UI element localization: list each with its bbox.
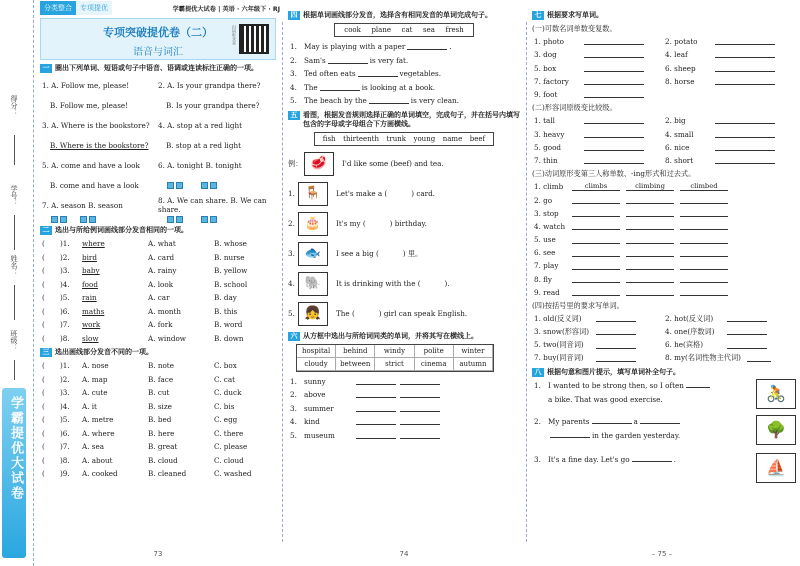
requirement-questions [528,312,796,365]
section-3-questions [36,359,280,481]
page-title: 专项突破提优卷（二） [103,26,213,39]
title-banner [40,18,276,60]
cake-icon: 🎂 [298,212,328,236]
list-item[interactable]: 1. photo 2. potato [528,35,796,48]
section-8-questions [528,379,796,485]
table-row[interactable]: ( )4. food A. look B. school [42,279,248,289]
section-8-heading: 八 根据句意和图片提示，填写单词补全句子。 [532,368,792,377]
qr-code-icon[interactable] [239,24,269,54]
page-divider [282,22,283,542]
list-item[interactable]: 3. 🐟 I see a big ( ) 里。 [284,239,524,269]
list-item[interactable]: 5. 👧 The ( ) girl can speak English. [284,299,524,329]
bicycle-icon: 🚴 [756,379,796,409]
subsection-comparative: (二)形容词原级变比较级。 [532,102,617,112]
page-73 [36,0,280,566]
list-item[interactable]: 4. The is looking at a book. [290,82,436,92]
list-item[interactable]: 1. I wanted to be strong then, so I often a bike. That was good exercise. 🚴 [528,379,796,415]
beef-icon: 🥩 [304,152,334,176]
section-5-questions [284,149,524,329]
q8-options[interactable]: 8. A. We can share. B. We can share. [158,196,267,214]
list-item[interactable]: 2. 🎂 It's my ( ) birthday. [284,209,524,239]
table-row[interactable]: ( )3. A. cute B. cut C. duck [42,388,242,398]
student-id-label: 学号： [10,185,18,206]
section-5-heading: 五 看图，根据发音规则选择正确的单词填空，完成句子，并在括号内填写包含的字母或字母组合下方画横线。 [288,111,520,129]
q4-option-b[interactable]: B. stop at a red light [166,140,241,150]
table-row[interactable]: ( )8. slow A. window B. down [42,333,244,343]
q6-options[interactable]: 6. A. tonight B. tonight [158,160,242,170]
book-title: 学霸提优大试卷 | 英语 · 六年级下 · RJ [172,5,280,13]
section-4-questions [284,40,524,108]
brand-banner: 学霸提优大试卷 [2,388,26,558]
page-number: 74 [399,550,409,558]
q2-option-a[interactable]: 2. A. Is your grandpa there? [158,80,261,90]
list-item[interactable]: 5. two(同音词) 6. he(宾格) [528,339,796,352]
q3-option-b[interactable]: B. Where is the bookstore? [50,140,149,150]
list-item[interactable]: 3. snow(形容词) 4. one(序数词) [528,325,796,338]
list-item[interactable]: 9. foot [528,88,796,101]
page-divider [526,22,527,542]
section-3-heading: 三 选出画线部分发音不同的一项。 [40,348,276,357]
list-item[interactable]: 3. stop [528,207,796,220]
list-item[interactable]: 1. 🪑 Let's make a ( ) card. [284,179,524,209]
page-number: – 75 – [651,550,673,558]
list-item[interactable]: 2. above [284,388,524,402]
table-row[interactable]: ( )4. A. it B. size C. bis [42,401,235,411]
list-item[interactable]: 7. buy(同音词) 8. my(名词性物主代词) [528,352,796,365]
plural-questions [528,35,796,101]
list-item[interactable]: 4. watch [528,220,796,233]
list-item[interactable]: 1. tall 2. big [528,114,796,127]
class-label: 班级： [10,330,18,351]
section-7-heading: 七 根据要求写单词。 [532,11,792,20]
section-1-heading: 一 圈出下列单词、短语或句子中语音、语调或连读标注正确的一项。 [40,64,276,73]
list-item[interactable]: 3. summer [284,402,524,416]
table-row[interactable]: ( )7. A. sea B. great C. please [42,442,248,452]
verb-form-questions [528,180,796,299]
name-label: 姓名： [10,255,18,276]
list-item[interactable]: 3. heavy 4. small [528,128,796,141]
fish-icon: 🐟 [298,242,328,266]
section-6-heading: 六 从方框中选出与所给词同类的单词，并将其写在横线上。 [288,332,520,341]
subsection-verb-forms: (三)动词原形变第三人称单数、-ing形式和过去式。 [532,168,696,178]
page-subtitle: 语音与词汇 [133,47,183,58]
section-4-heading: 四 根据单词画线部分发音，选择含有相同发音的单词完成句子。 [288,11,520,20]
list-item[interactable]: 5. use [528,233,796,246]
tree-icon: 🌳 [756,415,796,445]
table-row[interactable]: ( )6. maths A. month B. this [42,306,238,316]
table-row[interactable]: ( )1. A. nose B. note C. box [42,361,237,371]
q1-option-a[interactable]: 1. A. Follow me, please! [42,80,130,90]
table-row[interactable]: ( )8. A. about B. cloud C. cloud [42,455,244,465]
score-label: 得分： [10,95,18,116]
list-item[interactable]: 3. Ted often eats vegetables. [290,69,442,79]
q5-option-b[interactable]: B. come and have a look [50,180,139,190]
word-bank-6: hospital behind windy polite winter cloudy between strict cinema autumn [296,344,494,372]
furniture-icon: 🪑 [298,182,328,206]
score-line[interactable] [14,135,15,165]
example-row: 例： 🥩 I'd like some (beef) and tea. [284,149,524,179]
elephant-icon: 🐘 [298,272,328,296]
comparative-questions [528,114,796,167]
table-row[interactable]: ( )2. bird A. card B. nurse [42,252,245,262]
table-row[interactable]: ( )5. rain A. car B. day [42,293,237,303]
word-bank-4: cook plane cat sea fresh [334,23,474,37]
list-item[interactable]: 1. old(反义词) 2. hot(反义词) [528,312,796,325]
q3-option-a[interactable]: 3. A. Where is the bookstore? [42,120,150,130]
boat-icon: ⛵ [756,453,796,483]
name-line[interactable] [14,285,15,320]
list-item[interactable]: 5. The beach by the is very clean. [290,96,459,106]
table-row[interactable]: ( )3. baby A. rainy B. yellow [42,266,248,276]
list-item[interactable]: 7. play [528,259,796,272]
list-item[interactable]: 3. It's a fine day. Let's go . ⛵ [528,453,796,485]
list-item[interactable]: 4. kind [284,415,524,429]
list-item[interactable]: 5. museum [284,429,524,443]
word-bank-5: fish thirteenth trunk young name beef [314,132,494,146]
list-item[interactable]: 7. thin 8. short [528,154,796,167]
section-2-heading: 二 选出与所给例词画线部分发音相同的一项。 [40,226,276,235]
list-item[interactable]: 7. factory 8. horse [528,75,796,88]
section-1-questions [36,75,280,223]
page-header [36,0,280,16]
list-item[interactable]: 2. My parents a in the garden yesterday. 🌳 [528,415,796,453]
q1-option-b[interactable]: B. Follow me, please! [50,100,129,110]
class-line[interactable] [14,360,15,380]
stress-boxes [158,181,274,190]
list-item[interactable]: 5. good 6. nice [528,141,796,154]
table-row[interactable]: ( )9. A. cooked B. cleaned C. washed [42,469,252,479]
list-item[interactable]: 8. fly [528,273,796,286]
section-6-questions [284,375,524,443]
qr-caption: 扫码听录音 [232,25,237,45]
girl-icon: 👧 [298,302,328,326]
page-75 [528,0,796,566]
list-item[interactable]: 2. go [528,193,796,206]
q2-option-b[interactable]: B. Is your grandpa there? [166,100,260,110]
section-2-questions [36,237,280,345]
list-item[interactable]: 1. sunny [284,375,524,389]
list-item[interactable]: 2. Sam's is very fat. [290,55,409,65]
list-item[interactable]: 9. read [528,286,796,299]
q4-option-a[interactable]: 4. A. stop at a red light [158,120,243,130]
page-74 [284,0,524,566]
page-number: 73 [153,550,163,558]
q7-options[interactable]: 7. A. season B. season [42,200,123,210]
table-row[interactable]: ( )7. work A. fork B. word [42,320,243,330]
table-row[interactable]: ( )2. A. map B. face C. cat [42,374,236,384]
section-badge: 专项提优 [76,1,112,15]
subsection-requirements: (四)按括号里的要求写单词。 [532,300,624,310]
verb-example-row: 1. climb climbs climbing climbed [528,180,796,193]
list-item[interactable]: 5. box 6. sheep [528,62,796,75]
list-item[interactable]: 3. dog 4. leaf [528,48,796,61]
category-badge: 分类整合 [40,1,76,15]
table-row[interactable]: ( )5. A. metre B. bed C. egg [42,415,238,425]
binding-margin [0,0,34,566]
student-id-line[interactable] [14,215,15,250]
subsection-plural: (一)可数名词单数变复数。 [532,23,617,33]
list-item[interactable]: 6. see [528,246,796,259]
table-row[interactable]: ( )6. A. where B. here C. there [42,428,244,438]
table-row[interactable]: ( )1. where A. what B. whose [42,239,247,249]
list-item[interactable]: 4. 🐘 It is drinking with the ( ). [284,269,524,299]
list-item[interactable]: 1. May is playing with a paper . [290,42,452,52]
q5-option-a[interactable]: 5. A. come and have a look [42,160,140,170]
